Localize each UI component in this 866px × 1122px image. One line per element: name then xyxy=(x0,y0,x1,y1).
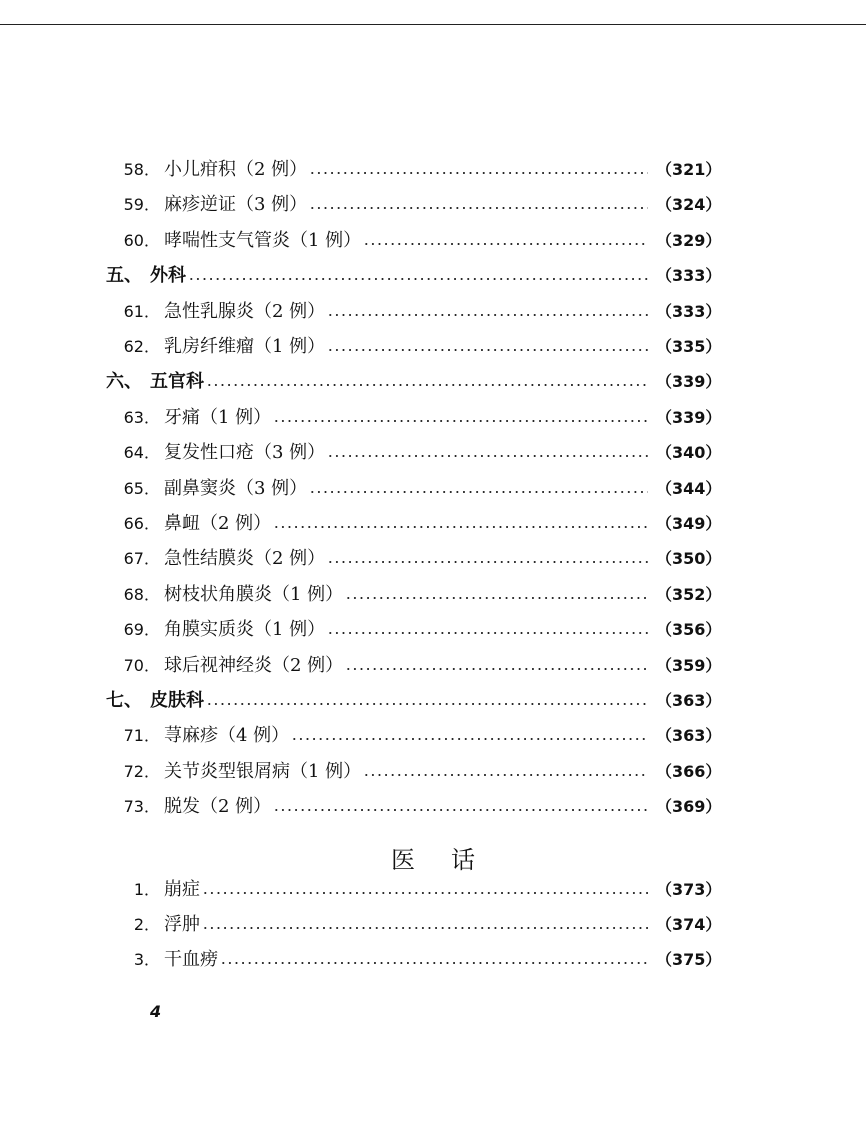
toc-entry-row xyxy=(123,155,722,185)
toc-entry-row xyxy=(123,544,722,574)
toc-page-number: （349） xyxy=(656,514,722,533)
toc-number: 2． xyxy=(133,915,160,934)
toc-entry-row xyxy=(123,438,722,468)
toc-entry-row xyxy=(123,297,722,327)
toc-title: 五官科 xyxy=(150,371,204,393)
dot-leader xyxy=(363,243,648,245)
toc-entry-row xyxy=(123,792,722,822)
dot-leader xyxy=(327,349,648,351)
dot-leader xyxy=(291,738,648,740)
toc-number: 68． xyxy=(123,584,160,604)
toc-page-number: （321） xyxy=(656,160,722,179)
toc-page-number: （369） xyxy=(656,797,722,817)
dot-leader xyxy=(345,597,648,599)
dot-leader xyxy=(345,668,648,670)
toc-entry-row xyxy=(123,474,722,504)
toc-entry-row xyxy=(128,945,720,975)
dot-leader xyxy=(309,491,648,493)
dot-leader xyxy=(273,526,648,528)
toc-page-number: （350） xyxy=(656,549,722,569)
toc-number: 71． xyxy=(123,726,160,746)
toc-title: 外科 xyxy=(150,265,186,287)
toc-title: 急性乳腺炎（2 例） xyxy=(164,300,326,322)
toc-title: 球后视神经炎（2 例） xyxy=(164,654,344,676)
toc-page-number: （333） xyxy=(656,301,722,321)
toc-number: 58． xyxy=(123,160,160,179)
dot-leader xyxy=(327,561,648,563)
toc-number: 65． xyxy=(123,478,160,498)
toc-title: 牙痛（1 例） xyxy=(164,406,272,428)
toc-page-number: （333） xyxy=(656,266,722,286)
toc-number: 60． xyxy=(123,230,160,250)
toc-page-number: （359） xyxy=(656,655,722,675)
toc-title: 关节炎型银屑病（1 例） xyxy=(164,760,362,782)
toc-page-number: （340） xyxy=(656,443,722,463)
toc-number: 66． xyxy=(123,514,160,533)
toc-number: 3． xyxy=(133,950,160,969)
toc-page-number: （344） xyxy=(656,478,722,498)
toc-title: 干血痨 xyxy=(164,949,218,970)
toc-title: 复发性口疮（3 例） xyxy=(164,442,326,464)
toc-title: 浮肿 xyxy=(164,914,200,935)
toc-page-number: （363） xyxy=(656,726,722,746)
dot-leader xyxy=(363,774,648,776)
toc-section-row xyxy=(106,261,722,291)
dot-leader xyxy=(309,207,648,209)
toc-number: 72． xyxy=(123,761,160,781)
dot-leader xyxy=(188,278,648,280)
toc-entry-row xyxy=(123,332,722,362)
toc-title: 树枝状角膜炎（1 例） xyxy=(164,583,344,605)
toc-page-number: （356） xyxy=(656,620,722,640)
toc-number: 70． xyxy=(123,655,160,675)
toc-section-row xyxy=(106,367,722,397)
toc-number: 63． xyxy=(123,407,160,427)
toc-title: 小儿疳积（2 例） xyxy=(164,159,308,180)
dot-leader xyxy=(206,703,648,705)
toc-page-number: （339） xyxy=(656,372,722,392)
dot-leader xyxy=(202,892,648,894)
toc-page-number: （352） xyxy=(656,584,722,604)
toc-page-number: （363） xyxy=(656,691,722,710)
dot-leader xyxy=(220,962,648,964)
toc-section-row xyxy=(106,686,722,716)
toc-entry-row xyxy=(123,190,722,220)
toc-title: 脱发（2 例） xyxy=(164,796,272,818)
toc-entry-row xyxy=(123,721,722,751)
toc-title: 崩症 xyxy=(164,879,200,900)
toc-entry-row xyxy=(128,875,720,905)
toc-number: 七、 xyxy=(106,690,142,711)
toc-title: 哮喘性支气管炎（1 例） xyxy=(164,229,362,251)
toc-title: 乳房纤维瘤（1 例） xyxy=(164,336,326,357)
toc-number: 73． xyxy=(123,797,160,817)
toc-page-number: （366） xyxy=(656,761,722,781)
toc-number: 五、 xyxy=(106,265,142,287)
toc-page-number: （335） xyxy=(656,337,722,356)
dot-leader xyxy=(327,314,648,316)
toc-page-number: （375） xyxy=(656,950,722,969)
page-number: 4 xyxy=(150,1002,162,1021)
toc-entry-row xyxy=(123,226,722,256)
toc-entry-row xyxy=(123,651,722,681)
toc-title: 皮肤科 xyxy=(150,690,204,711)
toc-title: 角膜实质炎（1 例） xyxy=(164,619,326,641)
toc-number: 69． xyxy=(123,620,160,640)
toc-entry-row xyxy=(123,757,722,787)
toc-entry-row xyxy=(123,403,722,433)
toc-number: 61． xyxy=(123,301,160,321)
toc-title: 急性结膜炎（2 例） xyxy=(164,548,326,570)
toc-number: 六、 xyxy=(106,371,142,393)
toc-title: 麻疹逆证（3 例） xyxy=(164,194,308,216)
toc-entry-row xyxy=(128,910,720,940)
toc-page-number: （339） xyxy=(656,407,722,427)
dot-leader xyxy=(327,455,648,457)
toc-number: 1． xyxy=(133,880,160,899)
toc-title: 副鼻窦炎（3 例） xyxy=(164,477,308,499)
toc-title: 荨麻疹（4 例） xyxy=(164,725,290,747)
toc-title: 鼻衄（2 例） xyxy=(164,513,272,534)
toc-number: 67． xyxy=(123,549,160,569)
toc-page-number: （324） xyxy=(656,195,722,215)
dot-leader xyxy=(273,809,648,811)
toc-number: 62． xyxy=(123,337,160,356)
dot-leader xyxy=(327,632,648,634)
dot-leader xyxy=(273,420,648,422)
toc-page-number: （373） xyxy=(656,880,722,899)
toc-entry-row xyxy=(123,509,722,539)
toc-page-number: （374） xyxy=(656,915,722,934)
toc-entry-row xyxy=(123,615,722,645)
dot-leader xyxy=(202,927,648,929)
toc-entry-row xyxy=(123,580,722,610)
toc-page-number: （329） xyxy=(656,230,722,250)
dot-leader xyxy=(206,384,648,386)
section-heading: 医话 xyxy=(391,846,511,874)
toc-number: 59． xyxy=(123,195,160,215)
dot-leader xyxy=(309,172,648,174)
toc-number: 64． xyxy=(123,443,160,463)
